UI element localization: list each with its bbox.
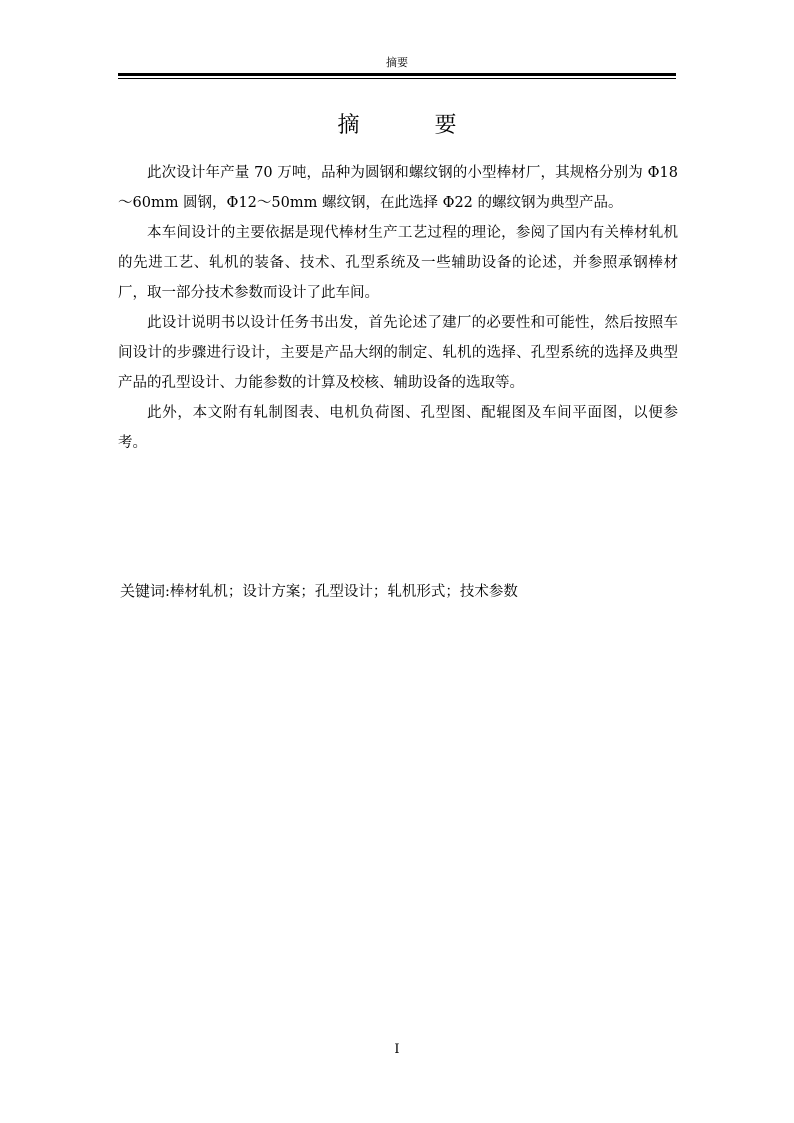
- abstract-body: [118, 158, 678, 458]
- abstract-paragraph-3: 此设计说明书以设计任务书出发，首先论述了建厂的必要性和可能性，然后按照车间设计的步骤进行设计，主要是产品大纲的制定、轧机的选择、孔型系统的选择及典型产品的孔型设计、力能参数的计算及校核、辅助设备的选取等。: [118, 315, 678, 391]
- abstract-paragraph-1: 此次设计年产量 70 万吨，品种为圆钢和螺纹钢的小型棒材厂，其规格分别为 Φ18～60mm 圆钢，Φ12～50mm 螺纹钢，在此选择 Φ22 的螺纹钢为典型产品。: [118, 165, 678, 211]
- header-rule-thin: [118, 78, 676, 79]
- abstract-paragraph-2: 本车间设计的主要依据是现代棒材生产工艺过程的理论，参阅了国内有关棒材轧机的先进工艺、轧机的装备、技术、孔型系统及一些辅助设备的论述，并参照承钢棒材厂，取一部分技术参数而设计了此车间。: [118, 225, 678, 301]
- running-header: 摘要: [386, 56, 408, 69]
- abstract-paragraph-4: 此外，本文附有轧制图表、电机负荷图、孔型图、配辊图及车间平面图，以便参考。: [118, 405, 678, 451]
- page-number: I: [394, 1042, 400, 1057]
- keywords-text: :棒材轧机；设计方案；孔型设计；轧机形式；技术参数: [165, 584, 518, 600]
- keywords-line: [120, 576, 680, 607]
- page-title: 摘 要: [337, 113, 491, 138]
- keywords-label: 关键词: [120, 582, 166, 600]
- header-rule-thick: [118, 73, 676, 76]
